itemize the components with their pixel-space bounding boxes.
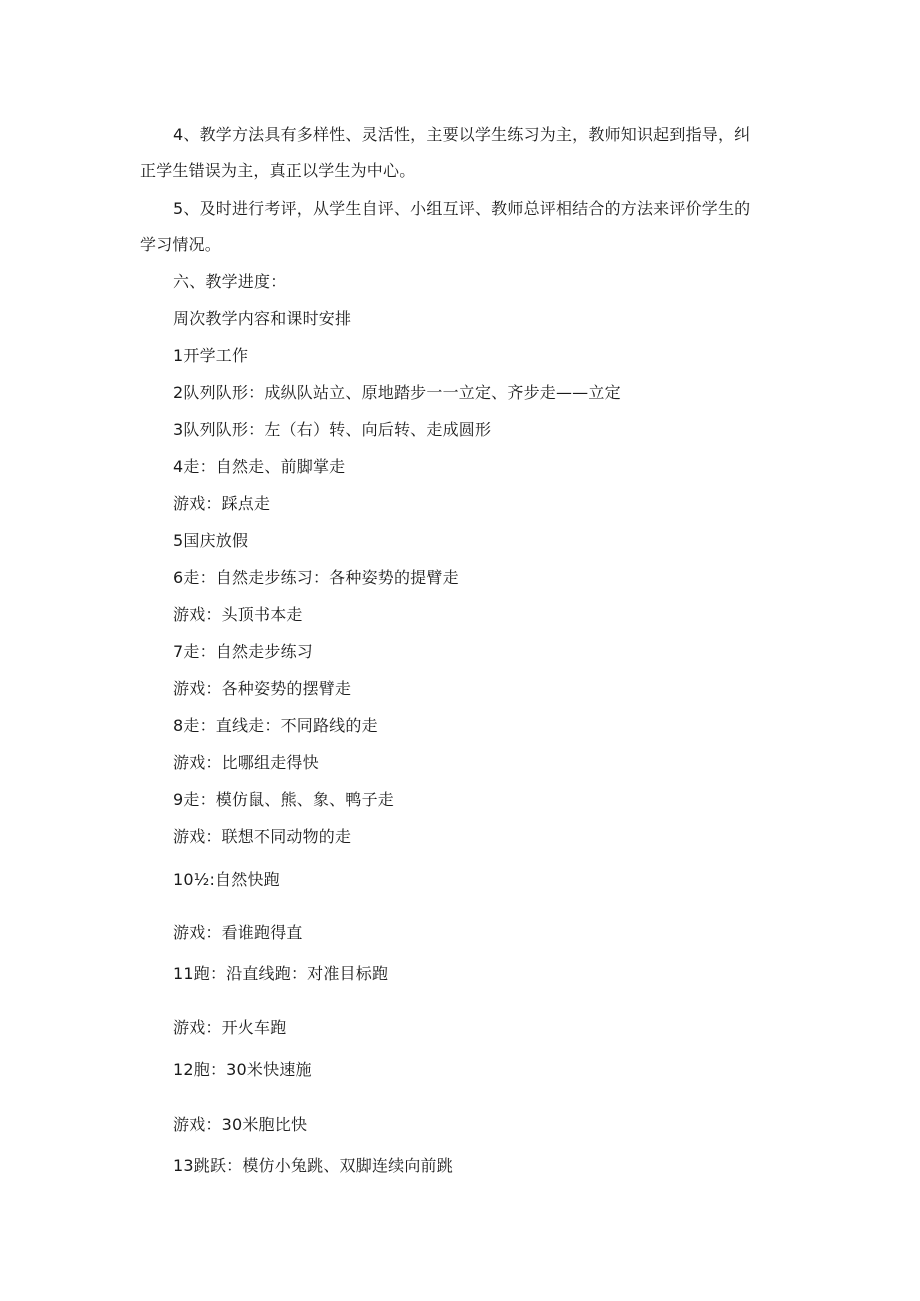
schedule-line: 5国庆放假	[173, 531, 249, 550]
schedule-line: 游戏：30米胞比快	[173, 1115, 308, 1134]
schedule-line: 11跑：沿直线跑：对准目标跑	[173, 964, 389, 983]
schedule-line: 9走：模仿鼠、熊、象、鸭子走	[173, 790, 394, 809]
schedule-line: 2队列队形：成纵队站立、原地踏步一一立定、齐步走——立定	[173, 383, 621, 402]
schedule-line: 游戏：开火车跑	[173, 1018, 287, 1037]
schedule-line: 游戏：看谁跑得直	[173, 923, 303, 942]
schedule-header: 周次教学内容和课时安排	[173, 309, 352, 328]
section-heading: 六、教学进度：	[173, 272, 287, 291]
paragraph-5-line-1: 5、及时进行考评，从学生自评、小组互评、教师总评相结合的方法来评价学生的	[173, 199, 751, 218]
schedule-line: 4走：自然走、前脚掌走	[173, 457, 346, 476]
schedule-line: 1开学工作	[173, 346, 249, 365]
schedule-line: 7走：自然走步练习	[173, 642, 313, 661]
schedule-line: 6走：自然走步练习：各种姿势的提臂走	[173, 568, 459, 587]
schedule-line: 游戏：各种姿势的摆臂走	[173, 679, 352, 698]
schedule-line: 13跳跃：模仿小兔跳、双脚连续向前跳	[173, 1156, 453, 1175]
paragraph-4-line-1: 4、教学方法具有多样性、灵活性，主要以学生练习为主，教师知识起到指导，纠	[173, 125, 751, 144]
schedule-line: 游戏：比哪组走得快	[173, 753, 319, 772]
schedule-line: 游戏：踩点走	[173, 494, 271, 513]
schedule-line: 游戏：联想不同动物的走	[173, 827, 352, 846]
paragraph-4-line-2: 正学生错误为主，真正以学生为中心。	[140, 161, 416, 180]
schedule-line: 8走：直线走：不同路线的走	[173, 716, 378, 735]
schedule-line: 10½:自然快跑	[173, 870, 280, 889]
schedule-line: 游戏：头顶书本走	[173, 605, 303, 624]
schedule-line: 12胞：30米快速施	[173, 1060, 312, 1079]
schedule-line: 3队列队形：左（右）转、向后转、走成圆形	[173, 420, 492, 439]
paragraph-5-line-2: 学习情况。	[140, 235, 222, 254]
